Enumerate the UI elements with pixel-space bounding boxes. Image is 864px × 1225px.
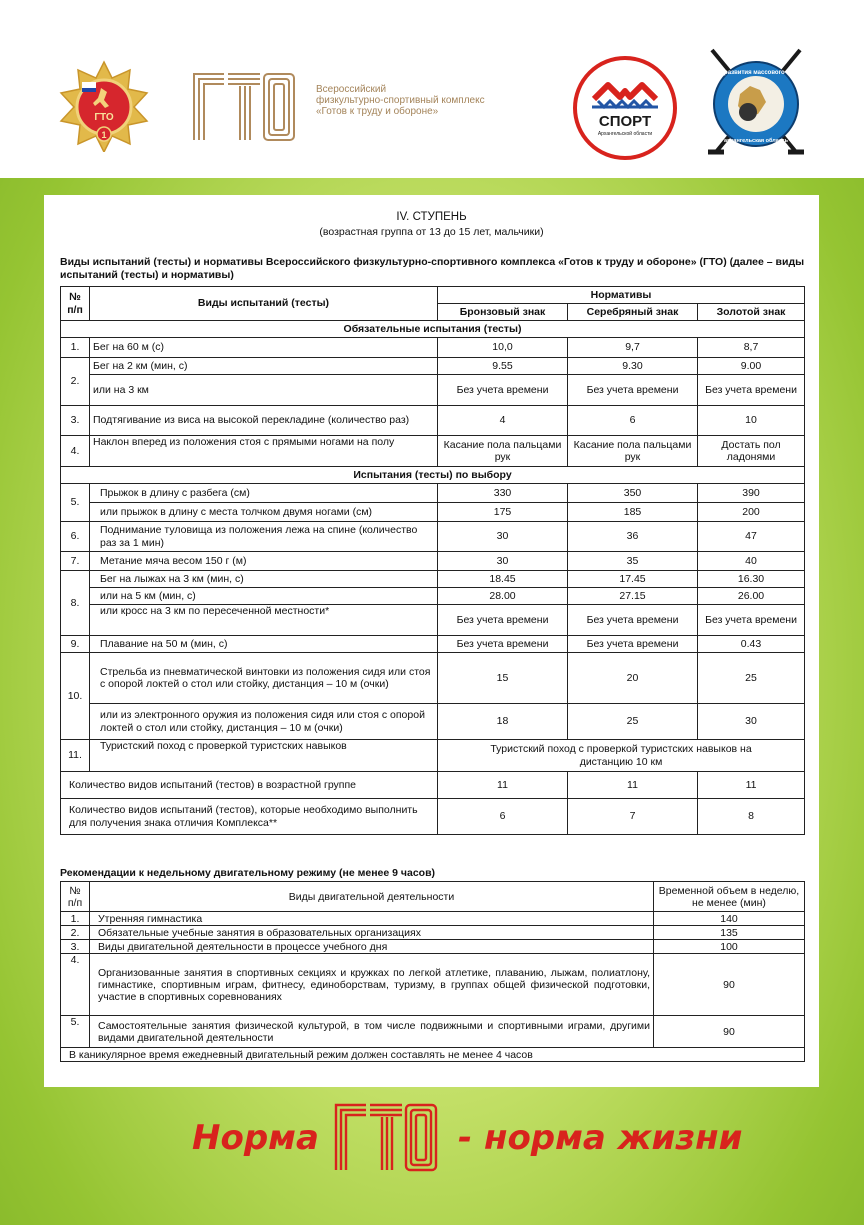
gold-value: 390 bbox=[698, 484, 805, 503]
test-name: или на 3 км bbox=[90, 375, 438, 406]
test-name: или кросс на 3 км по пересеченной местности* bbox=[90, 605, 438, 636]
gold-value: 47 bbox=[698, 522, 805, 552]
tests-count-label: Количество видов испытаний (тестов) в возрастной группе bbox=[61, 772, 438, 799]
gto-text-line1: Всероссийский bbox=[316, 84, 387, 95]
table-row bbox=[61, 605, 805, 636]
row-num: 10. bbox=[61, 653, 90, 740]
bronze-value: 4 bbox=[438, 406, 568, 436]
silver-value: 6 bbox=[568, 406, 698, 436]
gold-value: 8,7 bbox=[698, 338, 805, 358]
silver-value: 9,7 bbox=[568, 338, 698, 358]
table-row bbox=[61, 375, 805, 406]
table-row bbox=[61, 926, 805, 940]
table-row bbox=[61, 571, 805, 588]
mass-sport-center-logo bbox=[700, 48, 812, 164]
table-row bbox=[61, 338, 805, 358]
time-value: 90 bbox=[654, 1016, 805, 1048]
time-value: 140 bbox=[654, 912, 805, 926]
gto-medal-logo bbox=[58, 60, 150, 152]
test-name: или из электронного оружия из положения сидя или стоя с опорой локтей о стол или стойку, дистанция – 10 м (очки) bbox=[90, 704, 438, 740]
header-time: Временной объем в неделю, не менее (мин) bbox=[654, 882, 805, 912]
test-name: Плавание на 50 м (мин, с) bbox=[90, 636, 438, 653]
table-row bbox=[61, 912, 805, 926]
stage-title: IV. СТУПЕНЬ bbox=[396, 211, 467, 223]
test-name: Метание мяча весом 150 г (м) bbox=[90, 552, 438, 571]
section-optional: Испытания (тесты) по выбору bbox=[61, 467, 805, 484]
silver-value: Касание пола пальцами рук bbox=[568, 436, 698, 467]
recommendations-table bbox=[60, 881, 805, 1062]
gold-value: 26.00 bbox=[698, 588, 805, 605]
bronze-value: 18 bbox=[438, 704, 568, 740]
gto-wordmark-logo bbox=[192, 70, 296, 142]
table-row bbox=[61, 704, 805, 740]
table-row bbox=[61, 358, 805, 375]
row-num: 5. bbox=[61, 484, 90, 522]
silver-value: Без учета времени bbox=[568, 605, 698, 636]
norms-table bbox=[60, 286, 805, 835]
bronze-value: 10,0 bbox=[438, 338, 568, 358]
tests-required-label: Количество видов испытаний (тестов), которые необходимо выполнить для получения знака отличия Комплекса** bbox=[61, 799, 438, 835]
header-bronze: Бронзовый знак bbox=[438, 304, 568, 321]
table-row bbox=[61, 636, 805, 653]
gold-value: Без учета времени bbox=[698, 375, 805, 406]
bronze-value: Касание пола пальцами рук bbox=[438, 436, 568, 467]
silver-value: 7 bbox=[568, 799, 698, 835]
gold-value: 30 bbox=[698, 704, 805, 740]
gto-text-line2: физкультурно-спортивный комплекс bbox=[316, 95, 485, 106]
table-row bbox=[61, 940, 805, 954]
row-num: 3. bbox=[61, 406, 90, 436]
gold-value: Без учета времени bbox=[698, 605, 805, 636]
test-name: Туристский поход с проверкой туристских навыков bbox=[90, 740, 438, 772]
gold-value: 9.00 bbox=[698, 358, 805, 375]
test-name: Поднимание туловища из положения лежа на спине (количество раз за 1 мин) bbox=[90, 522, 438, 552]
activity-name: Самостоятельные занятия физической культурой, в том числе подвижными и спортивными играми, другими видами двигательной деятельности bbox=[90, 1016, 654, 1048]
silver-value: Без учета времени bbox=[568, 375, 698, 406]
bronze-value: 11 bbox=[438, 772, 568, 799]
sport-logo-sub: Архангельской области bbox=[597, 131, 653, 137]
table-caption: Виды испытаний (тесты) и нормативы Всероссийского физкультурно-спортивного комплекса «Готов к труду и обороне» (ГТО) (далее – виды испытаний (тесты) и нормативы) bbox=[60, 256, 805, 281]
gold-value: 0.43 bbox=[698, 636, 805, 653]
gold-value: 10 bbox=[698, 406, 805, 436]
test-name: Стрельба из пневматической винтовки из положения сидя или стоя с опорой локтей о стол или стойку, дистанция – 10 м (очки) bbox=[90, 653, 438, 704]
vacation-note: В каникулярное время ежедневный двигательный режим должен составлять не менее 4 часов bbox=[61, 1048, 805, 1062]
activity-name: Виды двигательной деятельности в процессе учебного дня bbox=[90, 940, 654, 954]
medal-number: 1 bbox=[101, 130, 107, 140]
silver-value: 11 bbox=[568, 772, 698, 799]
row-num: 8. bbox=[61, 571, 90, 636]
table-row bbox=[61, 588, 805, 605]
time-value: 100 bbox=[654, 940, 805, 954]
row-num: 11. bbox=[61, 740, 90, 772]
row-num: 9. bbox=[61, 636, 90, 653]
table-row bbox=[61, 406, 805, 436]
header-norms: Нормативы bbox=[438, 287, 805, 304]
silver-value: 17.45 bbox=[568, 571, 698, 588]
center-logo-text: центр развития массового спорта bbox=[705, 70, 807, 76]
test-name: Наклон вперед из положения стоя с прямыми ногами на полу bbox=[90, 436, 438, 467]
test-name: или на 5 км (мин, с) bbox=[90, 588, 438, 605]
row-num: 1. bbox=[61, 338, 90, 358]
bronze-value: Без учета времени bbox=[438, 375, 568, 406]
row-num: 2. bbox=[61, 926, 90, 940]
header-silver: Серебряный знак bbox=[568, 304, 698, 321]
slogan-mark-text: ГТО bbox=[385, 1142, 387, 1143]
time-value: 90 bbox=[654, 954, 805, 1016]
gold-value: 200 bbox=[698, 503, 805, 522]
test-name: Подтягивание из виса на высокой перекладине (количество раз) bbox=[90, 406, 438, 436]
table-row bbox=[61, 772, 805, 799]
sport-region-logo bbox=[572, 55, 678, 161]
test-name: или прыжок в длину с места толчком двумя ногами (см) bbox=[90, 503, 438, 522]
bronze-value: 30 bbox=[438, 522, 568, 552]
header-gold: Золотой знак bbox=[698, 304, 805, 321]
silver-value: Без учета времени bbox=[568, 636, 698, 653]
time-value: 135 bbox=[654, 926, 805, 940]
row-num: 2. bbox=[61, 358, 90, 406]
table-row bbox=[61, 653, 805, 704]
test-name: Прыжок в длину с разбега (см) bbox=[90, 484, 438, 503]
bronze-value: 9.55 bbox=[438, 358, 568, 375]
activity-name: Обязательные учебные занятия в образовательных организациях bbox=[90, 926, 654, 940]
header-activity: Виды двигательной деятельности bbox=[90, 882, 654, 912]
silver-value: 20 bbox=[568, 653, 698, 704]
table-row bbox=[61, 1016, 805, 1048]
bronze-value: 175 bbox=[438, 503, 568, 522]
gold-value: Достать пол ладонями bbox=[698, 436, 805, 467]
recommendations-title: Рекомендации к недельному двигательному режиму (не менее 9 часов) bbox=[60, 867, 436, 879]
activity-name: Организованные занятия в спортивных секциях и кружках по легкой атлетике, плаванию, лыжам, полиатлону, гимнастике, спортивным играм, фитнесу, единоборствам, туризму, в группах общей физической подготовки, участие в спортивных соревнованиях bbox=[90, 954, 654, 1016]
bronze-value: 30 bbox=[438, 552, 568, 571]
row-num: 1. bbox=[61, 912, 90, 926]
gto-text-line3: «Готов к труду и обороне» bbox=[316, 106, 439, 117]
table-row bbox=[61, 503, 805, 522]
slogan-right: - норма жизни bbox=[458, 1118, 743, 1158]
row-num: 7. bbox=[61, 552, 90, 571]
table-row bbox=[61, 484, 805, 503]
bronze-value: Без учета времени bbox=[438, 636, 568, 653]
table-row bbox=[61, 740, 805, 772]
table-row bbox=[61, 436, 805, 467]
test-name: Бег на 60 м (с) bbox=[90, 338, 438, 358]
section-required: Обязательные испытания (тесты) bbox=[61, 321, 805, 338]
table-row bbox=[61, 552, 805, 571]
age-group-subtitle: (возрастная группа от 13 до 15 лет, мальчики) bbox=[319, 226, 544, 238]
table-row bbox=[61, 522, 805, 552]
row-num: 4. bbox=[61, 954, 90, 1016]
row-num: 5. bbox=[61, 1016, 90, 1048]
bronze-value: 330 bbox=[438, 484, 568, 503]
row-num: 6. bbox=[61, 522, 90, 552]
gold-value: 40 bbox=[698, 552, 805, 571]
row-num: 3. bbox=[61, 940, 90, 954]
slogan-left: Норма bbox=[192, 1118, 319, 1158]
silver-value: 36 bbox=[568, 522, 698, 552]
table-row bbox=[61, 1048, 805, 1062]
center-logo-sub: архангельская область bbox=[724, 138, 788, 144]
medal-text: ГТО bbox=[94, 112, 114, 123]
test-name: Бег на 2 км (мин, с) bbox=[90, 358, 438, 375]
gold-value: 25 bbox=[698, 653, 805, 704]
gold-value: 11 bbox=[698, 772, 805, 799]
document-card bbox=[44, 195, 819, 1087]
hike-norm: Туристский поход с проверкой туристских навыков на дистанцию 10 км bbox=[438, 740, 805, 772]
silver-value: 9.30 bbox=[568, 358, 698, 375]
page-header bbox=[0, 0, 864, 178]
bronze-value: 18.45 bbox=[438, 571, 568, 588]
bronze-value: 28.00 bbox=[438, 588, 568, 605]
silver-value: 350 bbox=[568, 484, 698, 503]
header-num: № п/п bbox=[61, 287, 90, 321]
slogan-gto-mark bbox=[334, 1102, 438, 1172]
bronze-value: 15 bbox=[438, 653, 568, 704]
silver-value: 27.15 bbox=[568, 588, 698, 605]
table-header-row bbox=[61, 287, 805, 304]
gold-value: 16.30 bbox=[698, 571, 805, 588]
bronze-value: 6 bbox=[438, 799, 568, 835]
header-num: № п/п bbox=[61, 882, 90, 912]
row-num: 4. bbox=[61, 436, 90, 467]
sport-logo-text: СПОРТ bbox=[598, 113, 652, 130]
header-tests: Виды испытаний (тесты) bbox=[90, 287, 438, 321]
gold-value: 8 bbox=[698, 799, 805, 835]
silver-value: 35 bbox=[568, 552, 698, 571]
test-name: Бег на лыжах на 3 км (мин, с) bbox=[90, 571, 438, 588]
table-row bbox=[61, 799, 805, 835]
bronze-value: Без учета времени bbox=[438, 605, 568, 636]
activity-name: Утренняя гимнастика bbox=[90, 912, 654, 926]
silver-value: 25 bbox=[568, 704, 698, 740]
table-header-row bbox=[61, 882, 805, 912]
silver-value: 185 bbox=[568, 503, 698, 522]
gto-description bbox=[316, 84, 485, 117]
table-row bbox=[61, 954, 805, 1016]
